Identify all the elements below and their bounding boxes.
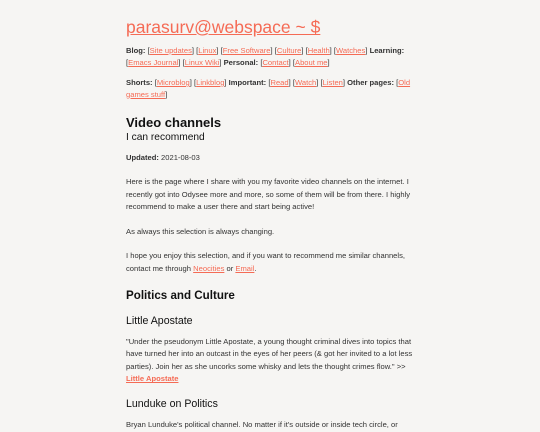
nav-other-label: Other pages: (347, 78, 394, 87)
channel-description (126, 336, 416, 386)
nav-link-microblog[interactable]: Microblog (156, 78, 190, 87)
intro-paragraph: Here is the page where I share with you my favorite video channels on the internet. I recently got into Odysee more and more, so some of them will be from there. I highly recommend to make a user there and start being active! (126, 177, 411, 212)
nav-link-emacs-journal[interactable]: Emacs Journal (128, 57, 179, 67)
nav-link-linux-wiki[interactable]: Linux Wiki (184, 57, 220, 67)
nav-primary: Blog: [Site updates] [Linux] [Free Software] [Culture] [Health] [Watches] Learning: [Emacs Journal] [Linux Wiki] Personal: [Contact] [About me] (126, 46, 405, 67)
nav-personal-label: Personal: (223, 57, 259, 67)
section-heading: Politics and Culture (126, 288, 235, 302)
nav-link-culture[interactable]: Culture (276, 46, 302, 55)
neocities-link[interactable]: Neocities (193, 263, 225, 273)
nav-link-watch[interactable]: Watch (295, 78, 317, 87)
nav-link-health[interactable]: Health (307, 46, 330, 55)
nav-important-label: Important: (228, 78, 267, 87)
channel-link[interactable]: Little Apostate (126, 374, 179, 384)
nav-link-linkblog[interactable]: Linkblog (196, 78, 225, 87)
contact-text: I hope you enjoy this selection, and if you want to recommend me similar channels, contact me through (126, 251, 406, 273)
nav-link-free-software[interactable]: Free Software (222, 46, 271, 55)
contact-paragraph (126, 250, 416, 275)
channel-description-text: "Under the pseudonym Little Apostate, a young thought criminal dives into topics that have turned her into an outcast in the eyes of her peers (& got her invited to a lot less parties). Join her as she uncorks some whisky and lets the thought crimes flow." >> (126, 336, 413, 371)
nav-link-listen[interactable]: Listen (322, 78, 343, 87)
updated-line (126, 153, 416, 162)
nav-blog-label: Blog: (126, 46, 146, 55)
email-link[interactable]: Email (235, 263, 255, 273)
page-subtitle: I can recommend (126, 132, 205, 143)
nav-shorts-label: Shorts: (126, 78, 153, 87)
channel-heading: Lunduke on Politics (126, 397, 218, 410)
nav-link-site-updates[interactable]: Site updates (149, 46, 192, 55)
nav-secondary: Shorts: [Microblog] [Linkblog] Important: [Read] [Watch] [Listen] Other pages: [Old games stuff] (126, 78, 411, 99)
updated-date: 2021-08-03 (161, 153, 200, 162)
page-content (126, 0, 416, 432)
nav-link-about-me[interactable]: About me (295, 57, 328, 67)
contact-end: . (254, 263, 257, 273)
nav-link-old-games[interactable]: Old games stuff (126, 78, 411, 99)
page-title: Video channels (126, 115, 222, 130)
channel-description: Bryan Lunduke's political channel. No matter if it's outside or inside tech circle, or (126, 419, 398, 429)
nav-link-read[interactable]: Read (270, 78, 289, 87)
nav-link-contact[interactable]: Contact (262, 57, 289, 67)
nav-link-watches[interactable]: Watches (336, 46, 366, 55)
site-title-link[interactable]: parasurv@webspace ~ $ (126, 17, 321, 37)
nav-learning-label: Learning: (369, 46, 405, 55)
channel-heading: Little Apostate (126, 314, 193, 327)
nav-link-linux[interactable]: Linux (198, 46, 217, 55)
updated-label: Updated: (126, 153, 159, 162)
contact-or: or (226, 263, 234, 273)
changing-paragraph: As always this selection is always changing. (126, 226, 275, 236)
